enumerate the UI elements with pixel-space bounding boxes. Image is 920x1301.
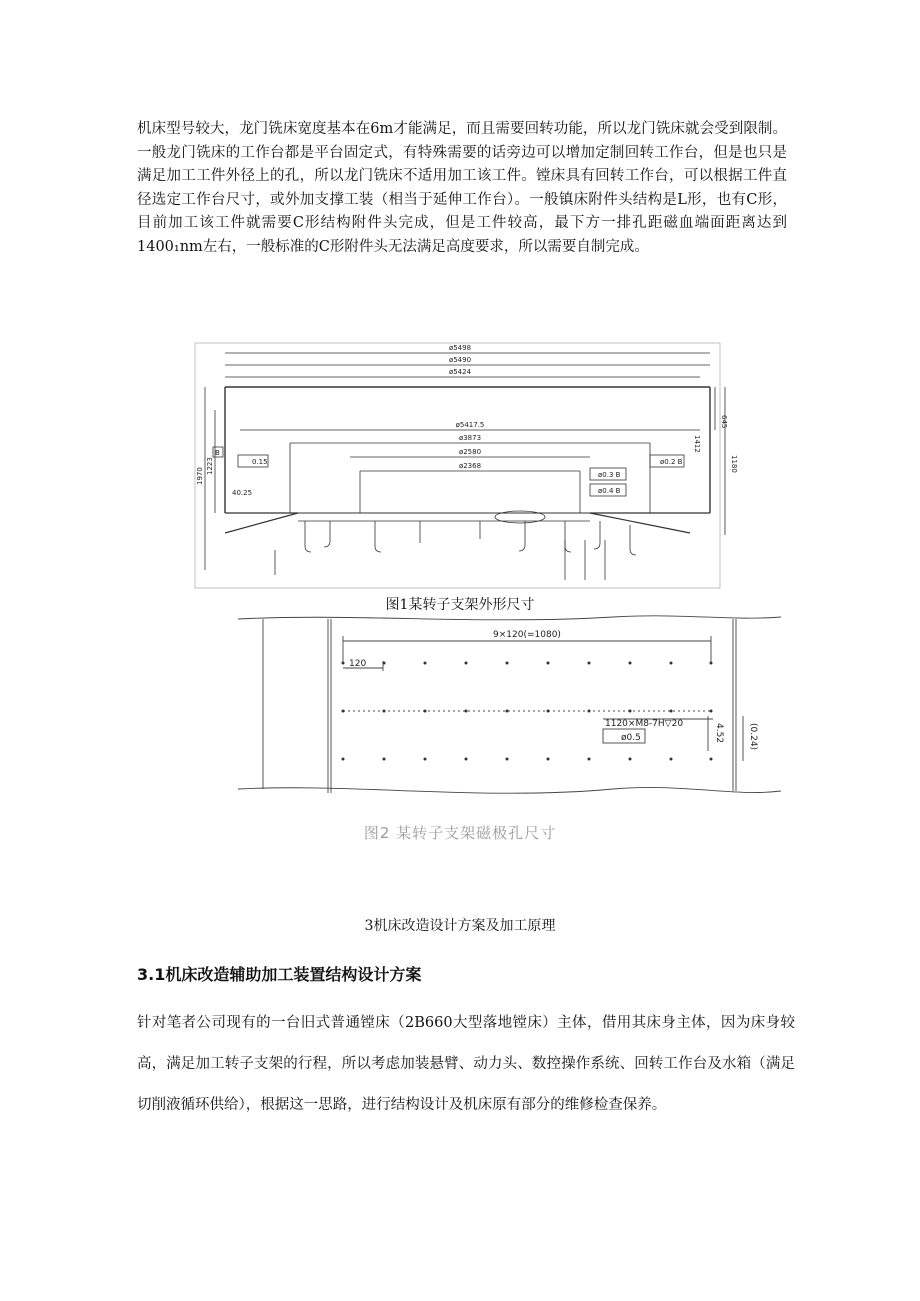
tol-015: 0.15 <box>252 458 268 466</box>
dim-452: 4.52 <box>714 723 724 744</box>
dim-024: (0.24) <box>748 723 758 751</box>
dim-pitch: 120 <box>349 659 367 669</box>
tol-02b: ø0.2 B <box>660 458 683 466</box>
section-3-1-heading: 3.1机床改造辅助加工装置结构设计方案 <box>137 965 422 984</box>
dim-1223: 1223 <box>206 457 214 475</box>
dim-5498: ø5498 <box>448 344 472 352</box>
dim-holes: 1120×M8-7H▽20 <box>605 719 684 729</box>
dim-1970: 1970 <box>196 467 204 485</box>
tol-03b: ø0.3 B <box>598 471 621 479</box>
section-3-title: 3机床改造设计方案及加工原理 <box>364 918 556 934</box>
body-paragraph-2: 针对笔者公司现有的一台旧式普通镗床（2B660大型落地镗床）主体，借用其床身主体，因为床身较高，满足加工转子支架的行程，所以考虑加装悬臂、动力头、数控操作系统、回转工作台及水箱（满足切削液循环供给），根据这一思路，进行结构设计及机床原有部分的维修检查保养。 <box>137 1015 795 1113</box>
dim-1180: 1180 <box>730 455 738 473</box>
body-paragraph-1: 机床型号较大，龙门铣床宽度基本在6m才能满足，而且需要回转功能，所以龙门铣床就会受到限制。一般龙门铣床的工作台都是平台固定式，有特殊需要的话旁边可以增加定制回转工作台，但是也只是满足加工工件外径上的孔，所以龙门铣床不适用加工该工件。镗床具有回转工作台，可以根据工件直径选定工作台尺寸，或外加支撑工装（相当于延伸工作台）。一般镇床附件头结构是L形，也有C形，目前加工该工件就需要C形结构附件头完成，但是工件较高，最下方一排孔距磁血端面距离达到1400₁nm左右，一般标准的C形附件头无法满足高度要求，所以需要自制完成。 <box>137 121 787 255</box>
dim-2368: ø2368 <box>458 462 482 470</box>
figure-1-drawing <box>180 335 738 595</box>
dim-5417: ø5417.5 <box>455 421 485 429</box>
dim-5490: ø5490 <box>448 356 472 364</box>
dim-1412: 1412 <box>693 435 701 453</box>
dim-5424: ø5424 <box>448 368 472 376</box>
tol-04b: ø0.4 B <box>598 487 621 495</box>
figure-1-caption: 图1某转子支架外形尺寸 <box>385 597 535 613</box>
dim-2580: ø2580 <box>458 448 482 456</box>
tol-pos: ø0.5 <box>621 733 641 743</box>
dim-pitch-total: 9×120(=1080) <box>493 630 561 640</box>
figure-2-caption: 图2 某转子支架磁极孔尺寸 <box>363 824 557 842</box>
dim-3873: ø3873 <box>458 434 482 442</box>
datum-b: B <box>215 449 220 457</box>
dim-645: 645 <box>720 415 728 429</box>
dim-4025: 40.25 <box>232 489 253 497</box>
figure-2-drawing <box>233 611 785 809</box>
